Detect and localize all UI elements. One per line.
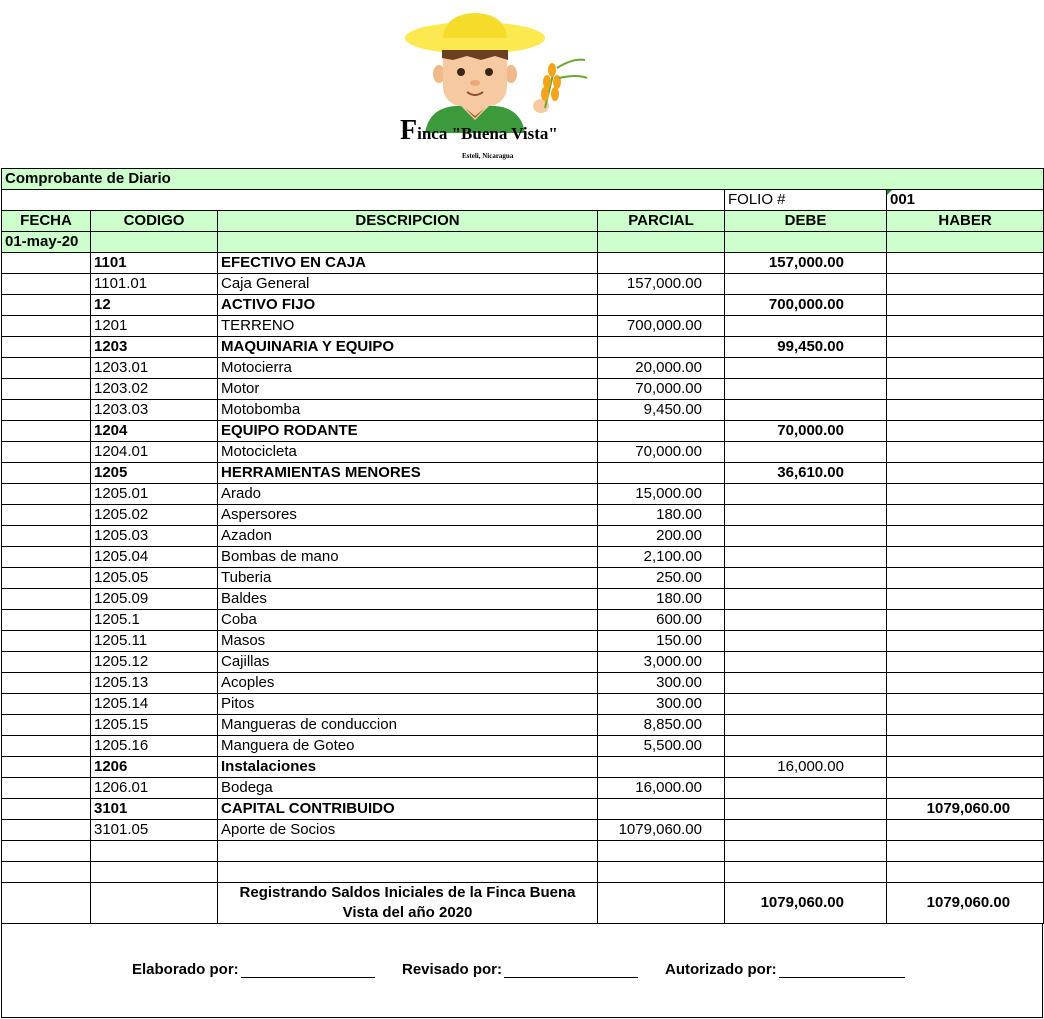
account-code[interactable]: 1203.02: [91, 379, 218, 400]
table-row: [2, 274, 1044, 295]
voucher-title: Comprobante de Diario: [2, 169, 1044, 190]
table-row: [2, 316, 1044, 337]
table-row: [2, 799, 1044, 820]
account-description[interactable]: TERRENO: [218, 316, 598, 337]
account-description[interactable]: ACTIVO FIJO: [218, 295, 598, 316]
haber-amount[interactable]: [887, 778, 1044, 799]
debe-amount[interactable]: [725, 568, 887, 589]
entry-date[interactable]: 01-may-20: [2, 232, 91, 253]
account-code[interactable]: 1204: [91, 421, 218, 442]
haber-amount[interactable]: [887, 715, 1044, 736]
col-haber: HABER: [887, 211, 1044, 232]
fecha-cell[interactable]: [2, 379, 91, 400]
account-code[interactable]: 1205.14: [91, 694, 218, 715]
parcial-amount[interactable]: 300.00: [598, 673, 725, 694]
account-code[interactable]: 3101: [91, 799, 218, 820]
account-description[interactable]: Motocicleta: [218, 442, 598, 463]
haber-amount[interactable]: [887, 610, 1044, 631]
debe-amount[interactable]: [725, 379, 887, 400]
debe-amount[interactable]: [725, 526, 887, 547]
account-code[interactable]: 1205.16: [91, 736, 218, 757]
debe-amount[interactable]: [725, 673, 887, 694]
signature-line[interactable]: [504, 976, 638, 978]
folio-value[interactable]: 001: [887, 190, 1044, 211]
table-row: [2, 694, 1044, 715]
debe-amount[interactable]: 16,000.00: [725, 757, 887, 778]
table-row: [2, 253, 1044, 274]
account-description[interactable]: Instalaciones: [218, 757, 598, 778]
debe-amount[interactable]: [725, 778, 887, 799]
haber-amount[interactable]: [887, 757, 1044, 778]
total-haber[interactable]: 1079,060.00: [887, 883, 1044, 924]
fecha-cell[interactable]: [2, 421, 91, 442]
haber-amount[interactable]: [887, 400, 1044, 421]
haber-amount[interactable]: [887, 274, 1044, 295]
table-row: [2, 715, 1044, 736]
table-row: [2, 778, 1044, 799]
folio-label: FOLIO #: [725, 190, 887, 211]
table-row: [2, 736, 1044, 757]
account-description[interactable]: Pitos: [218, 694, 598, 715]
debe-amount[interactable]: 99,450.00: [725, 337, 887, 358]
debe-amount[interactable]: [725, 736, 887, 757]
col-parcial: PARCIAL: [598, 211, 725, 232]
account-code[interactable]: 1205.1: [91, 610, 218, 631]
voucher-title-row: [2, 169, 1044, 190]
account-description[interactable]: Masos: [218, 631, 598, 652]
left-eye: [457, 68, 465, 76]
haber-amount[interactable]: [887, 463, 1044, 484]
parcial-amount[interactable]: 157,000.00: [598, 274, 725, 295]
table-row: [2, 442, 1044, 463]
table-row: [2, 463, 1044, 484]
debe-amount[interactable]: [725, 694, 887, 715]
signature-line[interactable]: [779, 976, 905, 978]
haber-amount[interactable]: [887, 505, 1044, 526]
parcial-amount[interactable]: 16,000.00: [598, 778, 725, 799]
table-row: [2, 484, 1044, 505]
haber-amount[interactable]: [887, 694, 1044, 715]
column-header-row: [2, 211, 1044, 232]
fecha-cell[interactable]: [2, 631, 91, 652]
nose: [470, 80, 480, 86]
debe-amount[interactable]: [725, 547, 887, 568]
account-code[interactable]: 1205: [91, 463, 218, 484]
haber-amount[interactable]: [887, 631, 1044, 652]
account-description[interactable]: Coba: [218, 610, 598, 631]
account-code[interactable]: 1201: [91, 316, 218, 337]
account-code[interactable]: 1101: [91, 253, 218, 274]
fecha-cell[interactable]: [2, 484, 91, 505]
haber-amount[interactable]: [887, 526, 1044, 547]
col-fecha: FECHA: [2, 211, 91, 232]
account-code[interactable]: 12: [91, 295, 218, 316]
signature-revisado: Revisado por:: [402, 961, 638, 978]
total-debe[interactable]: 1079,060.00: [725, 883, 887, 924]
parcial-amount[interactable]: 70,000.00: [598, 379, 725, 400]
table-row: [2, 295, 1044, 316]
debe-amount[interactable]: [725, 505, 887, 526]
account-description[interactable]: Bombas de mano: [218, 547, 598, 568]
account-description[interactable]: Bodega: [218, 778, 598, 799]
fecha-cell[interactable]: [2, 820, 91, 841]
parcial-amount[interactable]: 180.00: [598, 589, 725, 610]
parcial-amount[interactable]: [598, 253, 725, 274]
account-code[interactable]: 1204.01: [91, 442, 218, 463]
debe-amount[interactable]: 700,000.00: [725, 295, 887, 316]
parcial-amount[interactable]: 600.00: [598, 610, 725, 631]
fecha-cell[interactable]: [2, 736, 91, 757]
fecha-cell[interactable]: [2, 463, 91, 484]
account-code[interactable]: 1205.03: [91, 526, 218, 547]
table-row: [2, 631, 1044, 652]
account-code[interactable]: 1205.11: [91, 631, 218, 652]
totals-row: [2, 883, 1044, 924]
account-description[interactable]: Manguera de Goteo: [218, 736, 598, 757]
table-row: [2, 358, 1044, 379]
haber-amount[interactable]: [887, 736, 1044, 757]
journal-voucher-table: [1, 168, 1044, 924]
table-row: [2, 526, 1044, 547]
fecha-cell[interactable]: [2, 673, 91, 694]
account-description[interactable]: HERRAMIENTAS MENORES: [218, 463, 598, 484]
debe-amount[interactable]: [725, 652, 887, 673]
parcial-amount[interactable]: 2,100.00: [598, 547, 725, 568]
table-row: [2, 820, 1044, 841]
col-descripcion: DESCRIPCION: [218, 211, 598, 232]
parcial-amount[interactable]: 200.00: [598, 526, 725, 547]
account-description[interactable]: Baldes: [218, 589, 598, 610]
right-eye: [485, 68, 493, 76]
account-code[interactable]: 3101.05: [91, 820, 218, 841]
account-code[interactable]: 1203: [91, 337, 218, 358]
empty-row: [2, 841, 1044, 862]
account-description[interactable]: Aporte de Socios: [218, 820, 598, 841]
table-row: [2, 757, 1044, 778]
parcial-amount[interactable]: 5,500.00: [598, 736, 725, 757]
haber-amount[interactable]: [887, 358, 1044, 379]
table-row: [2, 379, 1044, 400]
account-code[interactable]: 1205.05: [91, 568, 218, 589]
debe-amount[interactable]: [725, 274, 887, 295]
table-row: [2, 547, 1044, 568]
company-name: Finca "Buena Vista": [400, 115, 558, 146]
fecha-cell[interactable]: [2, 568, 91, 589]
account-description[interactable]: Azadon: [218, 526, 598, 547]
account-code[interactable]: 1206.01: [91, 778, 218, 799]
fecha-cell[interactable]: [2, 610, 91, 631]
company-location: Esteli, Nicaragua: [462, 152, 514, 160]
fecha-cell[interactable]: [2, 295, 91, 316]
empty-row: [2, 862, 1044, 883]
parcial-amount[interactable]: [598, 337, 725, 358]
signature-footer: [1, 924, 1043, 1018]
account-description[interactable]: Arado: [218, 484, 598, 505]
account-description[interactable]: CAPITAL CONTRIBUIDO: [218, 799, 598, 820]
debe-amount[interactable]: [725, 442, 887, 463]
account-description[interactable]: Motor: [218, 379, 598, 400]
account-code[interactable]: 1205.01: [91, 484, 218, 505]
debe-amount[interactable]: [725, 358, 887, 379]
table-row: [2, 568, 1044, 589]
parcial-amount[interactable]: 700,000.00: [598, 316, 725, 337]
fecha-cell[interactable]: [2, 547, 91, 568]
fecha-cell[interactable]: [2, 253, 91, 274]
date-row: [2, 232, 1044, 253]
account-code[interactable]: 1101.01: [91, 274, 218, 295]
debe-amount[interactable]: [725, 589, 887, 610]
account-description[interactable]: Mangueras de conduccion: [218, 715, 598, 736]
account-code[interactable]: 1205.13: [91, 673, 218, 694]
debe-amount[interactable]: [725, 400, 887, 421]
col-codigo: CODIGO: [91, 211, 218, 232]
col-debe: DEBE: [725, 211, 887, 232]
haber-amount[interactable]: [887, 589, 1044, 610]
account-description[interactable]: Tuberia: [218, 568, 598, 589]
haber-amount[interactable]: [887, 820, 1044, 841]
debe-amount[interactable]: [725, 715, 887, 736]
parcial-amount[interactable]: [598, 463, 725, 484]
account-code[interactable]: 1205.02: [91, 505, 218, 526]
table-row: [2, 505, 1044, 526]
fecha-cell[interactable]: [2, 442, 91, 463]
parcial-amount[interactable]: 9,450.00: [598, 400, 725, 421]
fecha-cell[interactable]: [2, 694, 91, 715]
account-description[interactable]: Motobomba: [218, 400, 598, 421]
debe-amount[interactable]: 157,000.00: [725, 253, 887, 274]
haber-amount[interactable]: [887, 379, 1044, 400]
signature-elaborado: Elaborado por:: [132, 961, 375, 978]
parcial-amount[interactable]: [598, 799, 725, 820]
debe-amount[interactable]: [725, 631, 887, 652]
entry-rows: [2, 253, 1044, 841]
fecha-cell[interactable]: [2, 274, 91, 295]
account-code[interactable]: 1205.15: [91, 715, 218, 736]
wheat-icon: [541, 60, 587, 108]
account-description[interactable]: Motocierra: [218, 358, 598, 379]
fecha-cell[interactable]: [2, 337, 91, 358]
parcial-amount[interactable]: [598, 421, 725, 442]
parcial-amount[interactable]: [598, 295, 725, 316]
table-row: [2, 652, 1044, 673]
fecha-cell[interactable]: [2, 526, 91, 547]
haber-amount[interactable]: [887, 484, 1044, 505]
account-description[interactable]: EQUIPO RODANTE: [218, 421, 598, 442]
table-row: [2, 400, 1044, 421]
table-row: [2, 421, 1044, 442]
fecha-cell[interactable]: [2, 589, 91, 610]
parcial-amount[interactable]: 15,000.00: [598, 484, 725, 505]
parcial-amount[interactable]: 70,000.00: [598, 442, 725, 463]
table-row: [2, 610, 1044, 631]
debe-amount[interactable]: 36,610.00: [725, 463, 887, 484]
account-description[interactable]: MAQUINARIA Y EQUIPO: [218, 337, 598, 358]
parcial-amount[interactable]: [598, 757, 725, 778]
account-code[interactable]: 1205.04: [91, 547, 218, 568]
table-row: [2, 589, 1044, 610]
account-description[interactable]: Aspersores: [218, 505, 598, 526]
entry-memo[interactable]: Registrando Saldos Iniciales de la Finca Buena Vista del año 2020: [218, 883, 598, 924]
fecha-cell[interactable]: [2, 799, 91, 820]
fecha-cell[interactable]: [2, 400, 91, 421]
parcial-amount[interactable]: 150.00: [598, 631, 725, 652]
debe-amount[interactable]: [725, 316, 887, 337]
haber-amount[interactable]: [887, 652, 1044, 673]
account-code[interactable]: 1205.09: [91, 589, 218, 610]
folio-row: [2, 190, 1044, 211]
account-code[interactable]: 1203.03: [91, 400, 218, 421]
parcial-amount[interactable]: 250.00: [598, 568, 725, 589]
signature-line[interactable]: [241, 976, 375, 978]
table-row: [2, 337, 1044, 358]
fecha-cell[interactable]: [2, 652, 91, 673]
debe-amount[interactable]: [725, 610, 887, 631]
account-code[interactable]: 1205.12: [91, 652, 218, 673]
debe-amount[interactable]: [725, 799, 887, 820]
debe-amount[interactable]: [725, 820, 887, 841]
account-description[interactable]: Caja General: [218, 274, 598, 295]
parcial-amount[interactable]: 3,000.00: [598, 652, 725, 673]
fecha-cell[interactable]: [2, 358, 91, 379]
parcial-amount[interactable]: 1079,060.00: [598, 820, 725, 841]
parcial-amount[interactable]: 180.00: [598, 505, 725, 526]
fecha-cell[interactable]: [2, 316, 91, 337]
fecha-cell[interactable]: [2, 505, 91, 526]
fecha-cell[interactable]: [2, 715, 91, 736]
parcial-amount[interactable]: 20,000.00: [598, 358, 725, 379]
haber-amount[interactable]: [887, 442, 1044, 463]
haber-amount[interactable]: [887, 547, 1044, 568]
fecha-cell[interactable]: [2, 757, 91, 778]
haber-amount[interactable]: [887, 253, 1044, 274]
account-code[interactable]: 1206: [91, 757, 218, 778]
debe-amount[interactable]: 70,000.00: [725, 421, 887, 442]
account-code[interactable]: 1203.01: [91, 358, 218, 379]
account-description[interactable]: Acoples: [218, 673, 598, 694]
haber-amount[interactable]: [887, 316, 1044, 337]
haber-amount[interactable]: [887, 421, 1044, 442]
haber-amount[interactable]: [887, 295, 1044, 316]
account-description[interactable]: Cajillas: [218, 652, 598, 673]
fecha-cell[interactable]: [2, 778, 91, 799]
account-description[interactable]: EFECTIVO EN CAJA: [218, 253, 598, 274]
table-row: [2, 673, 1044, 694]
debe-amount[interactable]: [725, 484, 887, 505]
haber-amount[interactable]: 1079,060.00: [887, 799, 1044, 820]
haber-amount[interactable]: [887, 673, 1044, 694]
hat-crown: [443, 13, 507, 38]
haber-amount[interactable]: [887, 337, 1044, 358]
parcial-amount[interactable]: 8,850.00: [598, 715, 725, 736]
signature-autorizado: Autorizado por:: [665, 961, 905, 978]
parcial-amount[interactable]: 300.00: [598, 694, 725, 715]
haber-amount[interactable]: [887, 568, 1044, 589]
